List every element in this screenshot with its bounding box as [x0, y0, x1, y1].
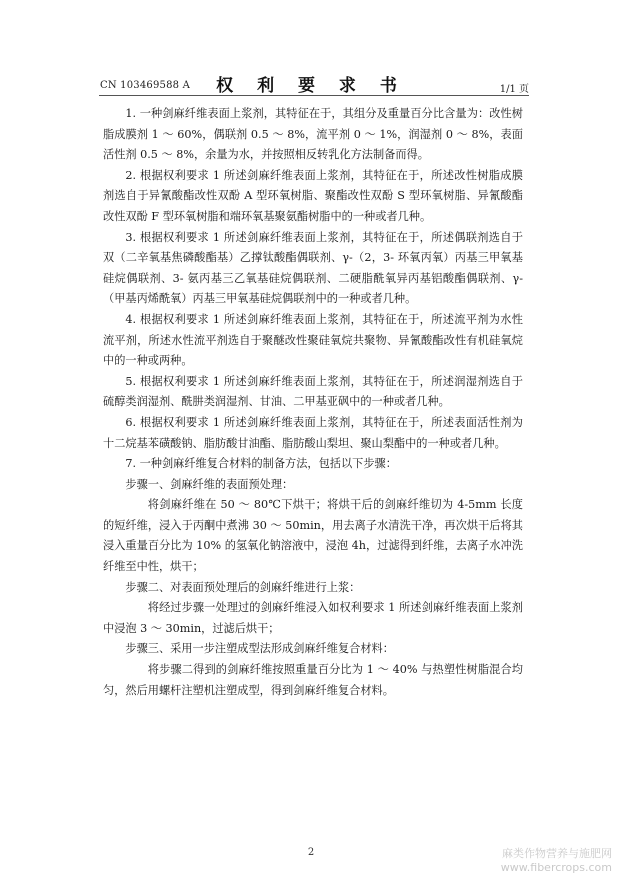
- claim-3: 3. 根据权利要求 1 所述剑麻纤维表面上浆剂，其特征在于，所述偶联剂选自于双（二辛氧基焦磷酸酯基）乙撑钛酸酯偶联剂、γ-（2，3- 环氧丙氧）丙基三甲氧基硅烷偶联剂、3- 氨丙基三乙氧基硅烷偶联剂、二硬脂酰氧异丙基铝酸酯偶联剂、γ-（甲基丙烯酰氧）丙基三甲氧基硅烷偶联剂中的一种或者几种。: [103, 230, 523, 306]
- claim-2: 2. 根据权利要求 1 所述剑麻纤维表面上浆剂，其特征在于，所述改性树脂成膜剂选自于异氰酸酯改性双酚 A 型环氧树脂、聚酯改性双酚 S 型环氧树脂、异氰酸酯改性双酚 F 型环氧树脂和端环氧基聚氨酯树脂中的一种或者几种。: [103, 168, 523, 223]
- step-3-title: 步骤三、采用一步注塑成型法形成剑麻纤维复合材料：: [125, 642, 394, 656]
- page-count: 1/1 页: [499, 84, 529, 95]
- header-divider: [99, 95, 529, 96]
- watermark-url: www.fibercrops.com: [500, 861, 612, 874]
- claim-7: 7. 一种剑麻纤维复合材料的制备方法，包括以下步骤：: [125, 457, 397, 471]
- step-2-text: 将经过步骤一处理过的剑麻纤维浸入如权利要求 1 所述剑麻纤维表面上浆剂中浸泡 3 ～ 30min，过滤后烘干；: [103, 601, 523, 635]
- claims-body: [103, 104, 523, 701]
- site-watermark: [501, 847, 612, 875]
- step-3-text: 将步骤二得到的剑麻纤维按照重量百分比为 1 ～ 40% 与热塑性树脂混合均匀，然后用螺杆注塑机注塑成型，得到剑麻纤维复合材料。: [103, 663, 523, 697]
- step-1-title: 步骤一、剑麻纤维的表面预处理：: [125, 477, 294, 491]
- step-2-title: 步骤二、对表面预处理后的剑麻纤维进行上浆：: [125, 580, 361, 594]
- publication-number: CN 103469588 A: [100, 80, 191, 91]
- claim-4: 4. 根据权利要求 1 所述剑麻纤维表面上浆剂，其特征在于，所述流平剂为水性流平剂，所述水性流平剂选自于聚醚改性聚硅氧烷共聚物、异氰酸酯改性有机硅氧烷中的一种或两种。: [103, 312, 523, 368]
- page-title: 权 利 要 求 书: [216, 76, 406, 96]
- claim-1: 1. 一种剑麻纤维表面上浆剂，其特征在于，其组分及重量百分比含量为：改性树脂成膜剂 1 ～ 60%，偶联剂 0.5 ～ 8%，流平剂 0 ～ 1%，润湿剂 0 ～ 8%，表面活性剂 0.5 ～ 8%，余量为水，并按照相反转乳化方法制备而得。: [103, 107, 523, 162]
- page-number: 2: [307, 847, 315, 858]
- claim-6: 6. 根据权利要求 1 所述剑麻纤维表面上浆剂，其特征在于，所述表面活性剂为十二烷基苯磺酸钠、脂肪酸甘油酯、脂肪酸山梨坦、聚山梨酯中的一种或者几种。: [103, 415, 523, 450]
- watermark-site-name: 麻类作物营养与施肥网: [502, 847, 612, 860]
- step-1-text: 将剑麻纤维在 50 ～ 80℃下烘干；将烘干后的剑麻纤维切为 4-5mm 长度的短纤维，浸入于丙酮中煮沸 30 ～ 50min，用去离子水清洗干净，再次烘干后将其浸入重量百分比为 10% 的氢氧化钠溶液中，浸泡 4h，过滤得到纤维，去离子水冲洗纤维至中性，烘干；: [103, 498, 523, 574]
- claim-5: 5. 根据权利要求 1 所述剑麻纤维表面上浆剂，其特征在于，所述润湿剂选自于硫醇类润湿剂、酰肼类润湿剂、甘油、二甲基亚砜中的一种或者几种。: [103, 374, 523, 409]
